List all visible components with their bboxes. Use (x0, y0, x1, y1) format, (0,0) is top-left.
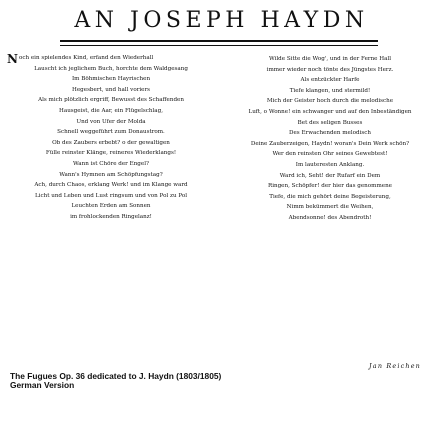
poem-line: Wann's Hymnen am Schöpfungstag? (59, 171, 163, 178)
poem-line: Als entzückter Harfe (300, 77, 360, 84)
poem-line: Im Böhmischen Hayrischen (71, 76, 151, 83)
poem-line: Ringen, Schöpfer! der hier das genommene (267, 183, 392, 190)
poem-line: Wann ist Chöre der Engel? (73, 160, 149, 167)
poem-line: Fülle reinster Klänge, reineres Wiederklangs! (45, 150, 177, 157)
poem-line: Abendsonne! des Abendroth! (288, 214, 372, 221)
poem-line: Deine Zauberzeigen, Haydn! woran's Dein Werk schön? (250, 140, 410, 147)
poem-line: Ob des Zaubers erbebt? o der gewaltigen (52, 139, 170, 146)
poem-right-column (222, 54, 438, 224)
poem-line: Und von Ufer der Molda (76, 118, 146, 125)
title-rule-thin (60, 45, 378, 46)
poem-line: Tiefe klangen, und stermild! (289, 87, 371, 94)
caption-line: German Version (10, 379, 75, 390)
poem-line: Des Erwachenden melodisch (289, 130, 371, 137)
caption-line: The Fugues Op. 36 dedicated to J. Haydn (1803/1805) (10, 371, 222, 381)
poem-line: Lauscht ich jeglichem Buch, horchte dem Waldgesang (34, 65, 188, 72)
poem-line: Ach, durch Chaos, erklang Werk! und im Klange ward (34, 182, 188, 189)
poem-line: Wilde Sitte die Wog', und in der Ferne Hall (268, 56, 392, 62)
author-signature: Jan Reichen (369, 362, 421, 370)
poem-line (5, 54, 217, 64)
poem-left-column (5, 54, 217, 223)
drop-cap: N (7, 54, 18, 64)
poem-line: Hausgeist, die Aar, ein Flügelschlag, (58, 107, 163, 114)
poem-line: Im lauteresten Anklang. (295, 161, 365, 168)
figure-caption (10, 372, 221, 390)
poem-line: Ward ich, Seht! der Rufarf ein Dem (279, 172, 381, 179)
title-rule-thick (60, 40, 378, 42)
poem-line: Wer den reinsten Ohr seines Gewebtest! (272, 151, 388, 158)
poem-line: im frohlockenden Ringelanz! (70, 213, 152, 220)
poem-line: Leuchten Erden am Sonnen (71, 203, 151, 210)
poem-line: Hegesbert, und hall voriers (71, 86, 151, 93)
poem-line: Nimm bekümmert die Weihen, (286, 204, 374, 211)
poem-line: Tiefe, die mich gehört deine Begeisterung, (269, 193, 391, 200)
poem-line: Licht und Leben und Lust ringsum und von Pol zu Pol (34, 192, 188, 199)
poem-line: Mich der Geister hoch durch die melodische (266, 98, 394, 105)
poem-line: immer wieder noch tönte des Jüngstes Herz. (266, 66, 394, 73)
poem-line: Luft, o Wonne! ein schwanger und auf den Inbeständigen (248, 108, 412, 115)
poem-line-text: och ein spielendes Kind, erfand den Wiederhall (18, 55, 154, 61)
page-title: AN JOSEPH HAYDN (74, 8, 369, 33)
poem-line: Schnell weggeführt zum Donaustrom. (57, 129, 165, 136)
poem-line: Bet des seligen Busses (297, 119, 363, 126)
poem-line: Als mich plötzlich ergriff, Bewusst des Schaffenden (38, 97, 184, 104)
